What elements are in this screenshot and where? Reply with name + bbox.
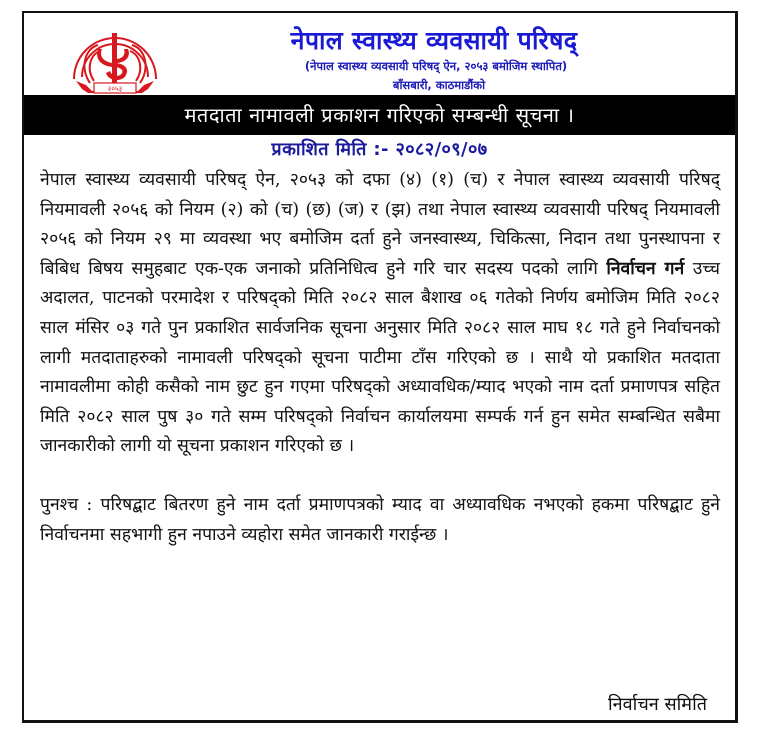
notice-paragraph-postscript: पुनश्च : परिषद्बाट बितरण हुने नाम दर्ता प्रमाणपत्रको म्याद वा अध्यावधिक नभएको हकमा परिषद्बाट हुने निर्वाचनमा सहभागी हुन नपाउने व्यहोरा समेत जानकारी गराईन्छ । [40, 494, 720, 545]
paragraph-text: नेपाल स्वास्थ्य व्यवसायी परिषद् ऐन, २०५३ को दफा (४) (१) (च) र नेपाल स्वास्थ्य व्यवसायी परिषद् नियमावली २०५६ को नियम (२) को (च) (छ) (ज) र (झ) तथा नेपाल स्वास्थ्य व्यवसायी परिषद् नियमावली २०५६ को नियम २९ मा व्यवस्था भए बमोजिम दर्ता हुने जनस्वास्थ्य, चिकित्सा, निदान तथा पुनस्थापना र बिबिध बिषय समुहबाट एक-एक जनाको प्रतिनिधित्व हुने गरि चार सदस्य पदको लागि [40, 170, 720, 279]
notice-title: मतदाता नामावली प्रकाशन गरिएको सम्बन्धी सूचना । [184, 103, 575, 127]
paragraph-text: उच्च अदालत, पाटनको परमादेश र परिषद्को मिति २०८२ साल बैशाख ०६ गतेको निर्णय बमोजिम मिति २०८२ साल मंसिर ०३ गते पुन प्रकाशित सार्वजनिक सूचना अनुसार मिति २०८२ साल माघ १८ गते हुने निर्वाचनको लागी मतदाताहरुको नामावली परिषद्को सूचना पाटीमा टाँस गरिएको छ । साथै यो प्रकाशित मतदाता नामावलीमा कोही कसैको नाम छुट हुन गएमा परिषद्को अध्यावधिक/म्याद भएको नाम दर्ता प्रमाणपत्र सहित मिति २०८२ साल पुष ३० गते सम्म परिषद्को निर्वाचन कार्यालयमा सम्पर्क गर्न हुन समेत सम्बन्धित सबैमा जानकारीको लागी यो सूचना प्रकाशन गरिएको छ । [40, 258, 720, 457]
notice-title-bar [24, 95, 735, 135]
notice-body [40, 166, 720, 550]
council-emblem-icon [62, 19, 168, 99]
organization-title: नेपाल स्वास्थ्य व्यवसायी परिषद् [290, 26, 578, 55]
organization-subtitle: (नेपाल स्वास्थ्य व्यवसायी परिषद् ऐन, २०५३ बमोजिम स्थापित) [304, 59, 568, 73]
published-date: प्रकाशित मिति :- २०८२/०९/०७ [271, 139, 488, 160]
notice-document [22, 11, 738, 723]
paragraph-bold-phrase: निर्वाचन गर्न [606, 258, 685, 279]
notice-paragraph-main [40, 166, 720, 462]
signature-election-committee: निर्वाचन समिति [608, 694, 707, 715]
organization-address: बाँसबारी, काठमाडौंको [392, 78, 486, 92]
svg-text:२०५३: २०५३ [107, 85, 123, 93]
